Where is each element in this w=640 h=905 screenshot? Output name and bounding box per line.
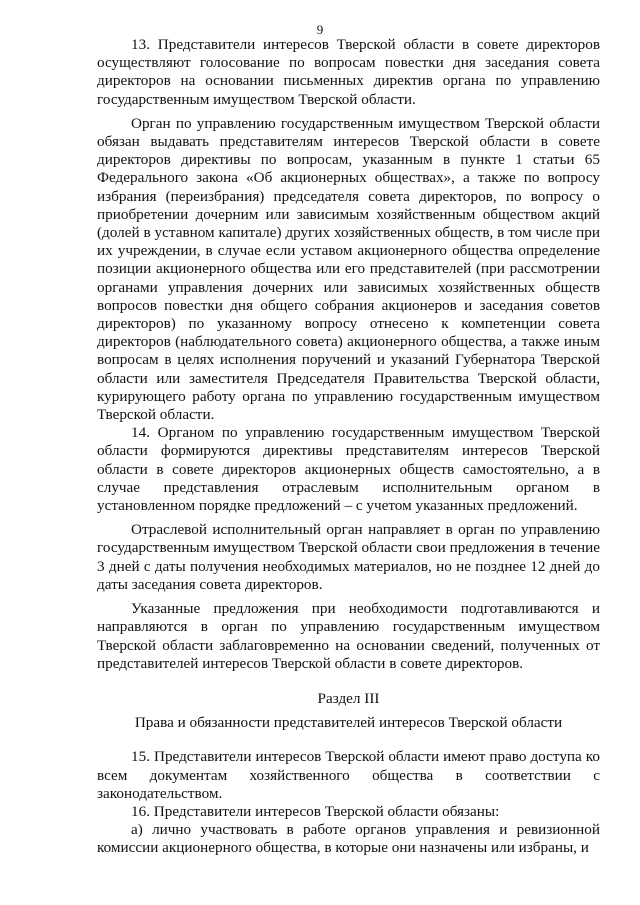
paragraph-proposals-preparation: Указанные предложения при необходимости подготавливаются и направляются в орган по управлению государственным имуществом Тверской области заблаговременно на основании сведений, полученных от представителей интересов Тверской области в совете директоров. bbox=[97, 600, 600, 672]
document-body bbox=[97, 36, 600, 858]
section-subtitle: Права и обязанности представителей интересов Тверской области bbox=[134, 714, 563, 732]
paragraph-14: 14. Органом по управлению государственным имуществом Тверской области формируются директивы представителям интересов Тверской области в совете директоров акционерных обществ самостоятельно, а в случае представления отраслевым исполнительным органом в установленном порядке предложений – с учетом указанных предложений. bbox=[97, 424, 600, 515]
paragraph-sector-proposals: Отраслевой исполнительный орган направляет в орган по управлению государственным имуществом Тверской области свои предложения в течение 3 дней с даты получения необходимых материалов, но не позднее 12 дней до даты заседания совета директоров. bbox=[97, 521, 600, 593]
paragraph-16a: а) лично участвовать в работе органов управления и ревизионной комиссии акционерного общества, в которые они назначены или избраны, и bbox=[97, 821, 600, 857]
section-title: Раздел III bbox=[317, 689, 380, 707]
paragraph-13: 13. Представители интересов Тверской области в совете директоров осуществляют голосование по вопросам повестки дня заседания совета директоров на основании письменных директив органа по управлению государственным имуществом Тверской области. bbox=[97, 36, 600, 108]
section-heading bbox=[97, 690, 600, 732]
section-gap bbox=[97, 732, 600, 748]
page-number: 9 bbox=[316, 22, 324, 37]
paragraph-directives-duty: Орган по управлению государственным имуществом Тверской области обязан выдавать представителям интересов Тверской области в совете директоров директивы по вопросам, указанным в пункте 1 статьи 65 Федерального закона «Об акционерных обществах», а также по вопросу избрания (переизбрания) председателя совета директоров, по вопросу о приобретении дочерним или зависимым хозяйственным обществом акций (долей в уставном капитале) других хозяйственных обществ, в том числе при их учреждении, в случае если уставом акционерного общества определение позиции акционерного общества или его представителей (при рассмотрении органами управления дочерних или зависимых хозяйственных обществ вопросов повестки дня общего собрания акционеров и заседания советов директоров) по указанному вопросу отнесено к компетенции совета директоров (наблюдательного совета) акционерного общества, а также иным вопросам в целях исполнения поручений и указаний Губернатора Тверской области или заместителя Председателя Правительства Тверской области, курирующего работу органа по управлению государственным имуществом Тверской области. bbox=[97, 114, 600, 424]
paragraph-16: 16. Представители интересов Тверской области обязаны: bbox=[131, 802, 500, 820]
paragraph-15: 15. Представители интересов Тверской области имеют право доступа ко всем документам хозяйственного общества в соответствии с законодательством. bbox=[97, 748, 600, 802]
